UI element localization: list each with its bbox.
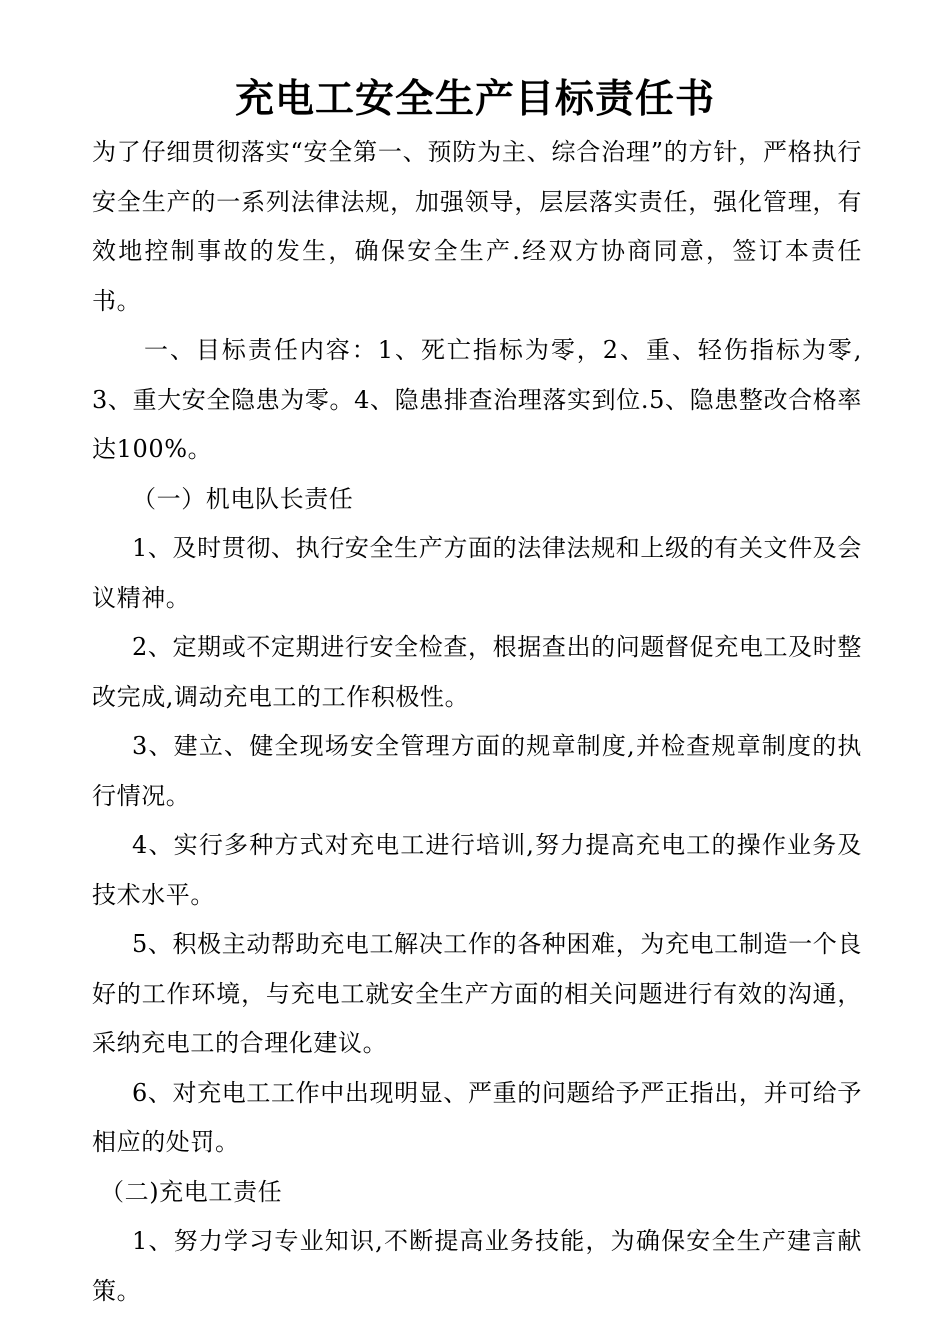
captain-item-6: 6、对充电工工作中出现明显、严重的问题给予严正指出，并可给予相应的处罚。 [92, 1078, 862, 1156]
section-heading-electrician: （二)充电工责任 [100, 1177, 283, 1206]
target-content-paragraph: 一、目标责任内容：1、死亡指标为零，2、重、轻伤指标为零,3、重大安全隐患为零。4、隐患排查治理落实到位.5、隐患整改合格率达100%。 [92, 336, 862, 463]
captain-item-4: 4、实行多种方式对充电工进行培训,努力提高充电工的操作业务及技术水平。 [92, 831, 862, 909]
captain-item-5: 5、积极主动帮助充电工解决工作的各种困难，为充电工制造一个良好的工作环境，与充电工就安全生产方面的相关问题进行有效的沟通，采纳充电工的合理化建议。 [92, 930, 862, 1057]
intro-paragraph: 为了仔细贯彻落实“安全第一、预防为主、综合治理”的方针，严格执行安全生产的一系列法律法规，加强领导，层层落实责任，强化管理，有效地控制事故的发生，确保安全生产.经双方协商同意，签订本责任书。 [92, 138, 862, 315]
captain-item-1: 1、及时贯彻、执行安全生产方面的法律法规和上级的有关文件及会议精神。 [92, 534, 862, 612]
electrician-item-1: 1、努力学习专业知识,不断提高业务技能，为确保安全生产建言献策。 [92, 1227, 862, 1305]
document-body [92, 128, 862, 1316]
document-title: 充电工安全生产目标责任书 [234, 77, 715, 122]
captain-item-2: 2、定期或不定期进行安全检查，根据查出的问题督促充电工及时整改完成,调动充电工的工作积极性。 [92, 633, 862, 711]
section-heading-captain: （一）机电队长责任 [132, 484, 354, 513]
captain-item-3: 3、建立、健全现场安全管理方面的规章制度,并检查规章制度的执行情况。 [92, 732, 862, 810]
